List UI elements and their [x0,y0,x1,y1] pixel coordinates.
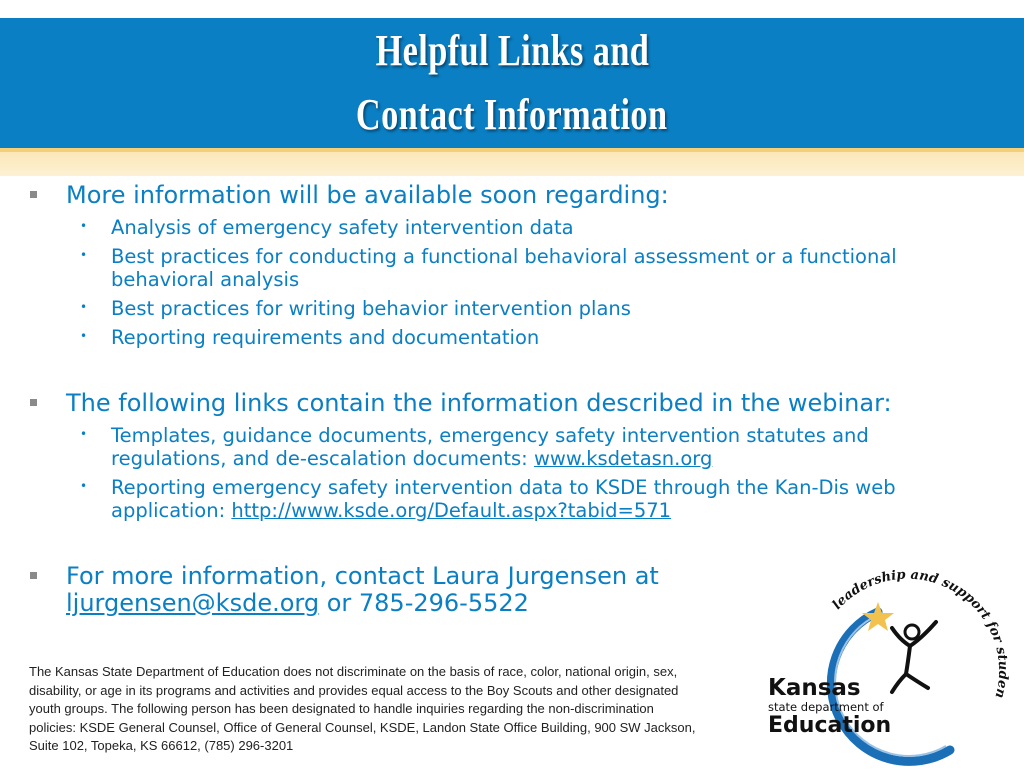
ksde-kandis-link[interactable]: http://www.ksde.org/Default.aspx?tabid=571 [231,499,672,522]
square-bullet-icon [30,399,37,406]
contact-phone: or 785-296-5522 [319,589,529,617]
section1-item-2-cont: behavioral analysis [111,268,300,291]
square-bullet-icon [30,191,37,198]
figure-icon [892,622,936,692]
dot-bullet-icon: • [80,248,88,262]
section1-heading: More information will be available soon regarding: [66,181,669,209]
disclaimer-line: Suite 102, Topeka, KS 66612, (785) 296-3201 [29,738,294,753]
ksdetasn-link[interactable]: www.ksdetasn.org [533,447,713,470]
disclaimer-line: disability, or age in its programs and activities and provides equal access to the Boy Scouts and other designated [29,682,679,698]
dot-bullet-icon: • [80,427,88,441]
section2-item-1-cont [111,447,712,470]
section2-item-2-cont [111,499,671,522]
logo-sub: state department of [768,700,884,714]
dot-bullet-icon: • [80,479,88,493]
section1-item-4: Reporting requirements and documentation [111,326,540,349]
ksde-logo [760,570,1024,768]
section1-item-1: Analysis of emergency safety intervention data [111,216,574,239]
contact-email-link[interactable]: ljurgensen@ksde.org [66,589,320,617]
section3-line-1: For more information, contact Laura Jurgensen at [66,562,659,590]
disclaimer-line: The Kansas State Department of Education does not discriminate on the basis of race, color, national origin, sex, [29,664,678,679]
star-icon [862,602,894,631]
section3-line-2 [66,590,529,617]
section2-heading: The following links contain the information described in the webinar: [66,389,892,417]
logo-arc-textpath: leadership and support for studen [829,570,1011,700]
dot-bullet-icon: • [80,300,88,314]
dot-bullet-icon: • [80,329,88,343]
section1-item-2: Best practices for conducting a functional behavioral assessment or a functional [111,245,897,268]
non-discrimination-disclaimer [29,663,749,756]
section2-item-1: Templates, guidance documents, emergency safety intervention statutes and [111,424,869,447]
section1-item-3: Best practices for writing behavior intervention plans [111,297,631,320]
logo-name: Kansas [768,675,861,701]
disclaimer-line: policies: KSDE General Counsel, Office of General Counsel, KSDE, Landon State Office Building, 900 SW Jackson, [29,719,696,735]
section2-item-2: Reporting emergency safety intervention data to KSDE through the Kan-Dis web [111,476,896,499]
square-bullet-icon [30,572,37,579]
ksde-logo-graphic [760,570,1024,768]
logo-org: Education [768,713,892,738]
page-title-line-1: Helpful Links and [375,26,649,75]
page-title-line-2: Contact Information [356,90,668,139]
disclaimer-line: youth groups. The following person has been designated to handle inquiries regarding the non-discrimination [29,701,654,716]
dot-bullet-icon: • [80,219,88,233]
section2-item-1-prefix: regulations, and de-escalation documents: [111,447,534,470]
section2-item-2-prefix: application: [111,499,232,522]
